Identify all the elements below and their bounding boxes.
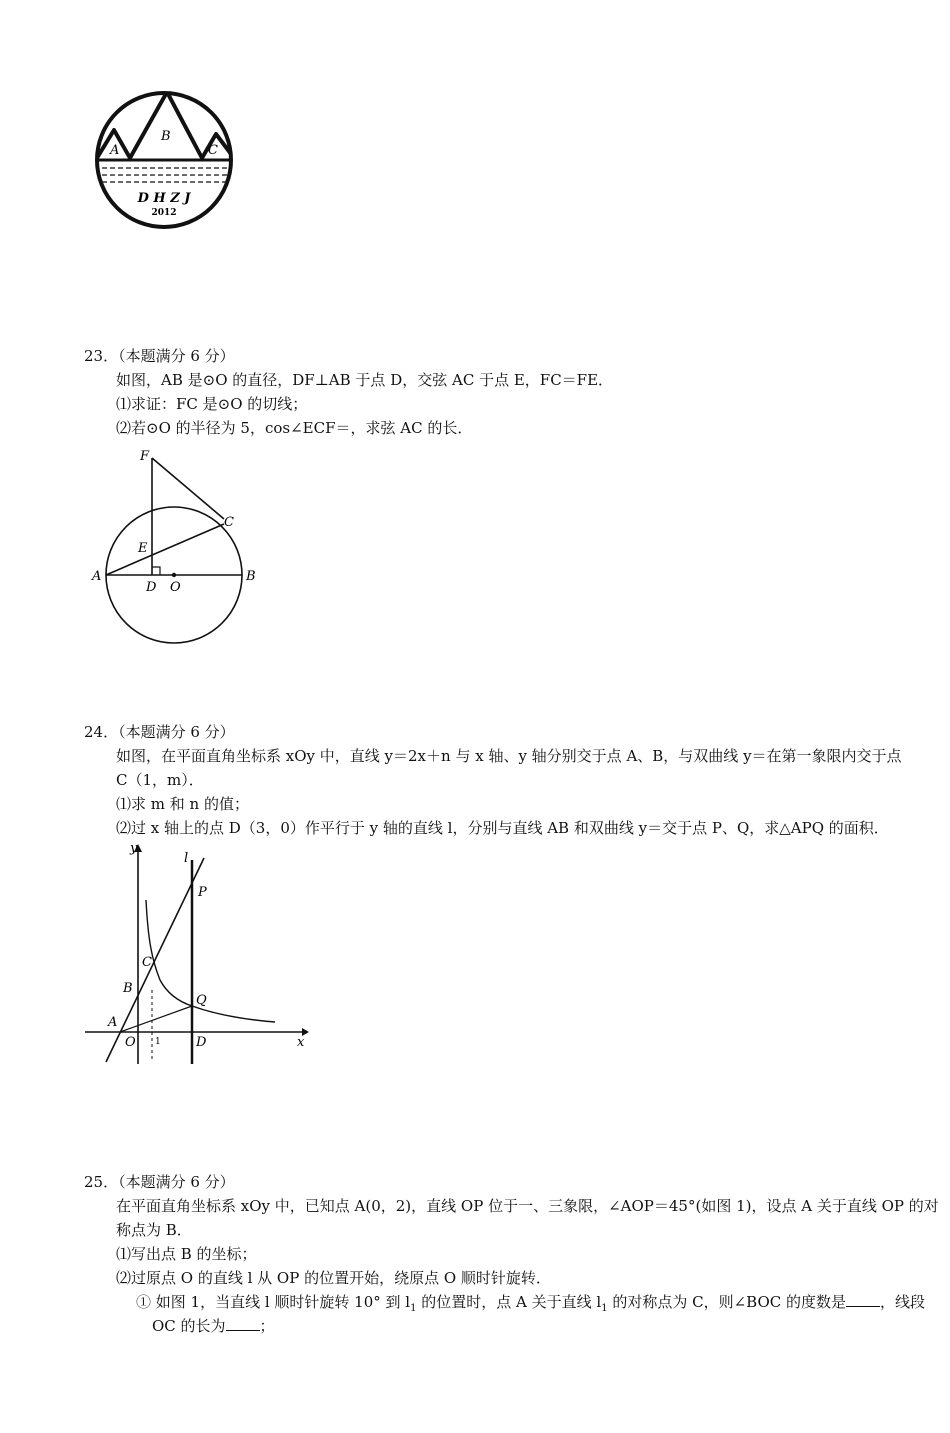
logo-drawing [92,88,237,233]
q23-label-b: B [246,569,256,584]
q24-heading [84,722,235,742]
q23-stem: 如图，AB 是⊙O 的直径，DF⊥AB 于点 D，交弦 AC 于点 E，FC＝FE． [116,371,614,389]
logo-figure [92,88,237,233]
q25-heading [84,1172,235,1192]
q25-sub1-text-d: ，线段 [880,1293,926,1311]
q24-label-y: y [130,841,138,856]
q24-label-o: O [125,1035,136,1050]
q23-part2: ⑵若⊙O 的半径为 5，cos∠ECF＝，求弦 AC 的长． [116,419,473,437]
q24-label-b: B [123,981,133,996]
q25-part2: ⑵过原点 O 的直线 l 从 OP 的位置开始，绕原点 O 顺时针旋转． [116,1269,551,1287]
q24-label-one: 1 [155,1037,161,1047]
q25-sub1-text-f: ； [259,1317,275,1335]
q25-part1: ⑴写出点 B 的坐标； [116,1245,257,1263]
q24-label-a: A [108,1015,118,1030]
q24-graph [80,840,310,1070]
q25-sub1-subscript-b: 1 [601,1303,608,1314]
logo-bottom-text: D H Z J [137,191,191,206]
q23-label-d: D [146,580,157,595]
q24-figure [80,840,310,1070]
q23-label-e: E [138,541,148,556]
q23-diagram [84,446,264,646]
q24-number: 24． [84,723,119,741]
q25-sub1-line2 [152,1316,275,1336]
q23-label-a: A [92,569,102,584]
q24-label-q: Q [196,993,207,1008]
q23-number: 23． [84,347,119,365]
q24-label-l: l [184,851,189,866]
q24-stem-line1: 如图，在平面直角坐标系 xOy 中，直线 y＝2x＋n 与 x 轴、y 轴分别交于点 A、B，与双曲线 y＝在第一象限内交于点 [116,747,902,765]
q23-points: （本题满分 6 分） [118,347,235,365]
q24-label-p: P [198,885,207,900]
q23-label-c: C [224,515,234,530]
q25-stem-line2: 称点为 B． [116,1221,192,1239]
logo-label-b: B [161,129,171,144]
q25-stem-line1: 在平面直角坐标系 xOy 中，已知点 A(0，2)，直线 OP 位于一、三象限，∠AOP＝45°(如图 1)，设点 A 关于直线 OP 的对 [116,1197,939,1215]
q24-label-c: C [142,955,152,970]
q25-sub1-text-e: OC 的长为 [152,1317,226,1335]
logo-label-c: C [208,143,218,158]
q25-sub1-line1 [136,1292,925,1319]
q23-label-o: O [170,580,181,595]
q25-number: 25． [84,1173,119,1191]
q23-label-f: F [140,449,150,464]
q24-points: （本题满分 6 分） [118,723,235,741]
q25-sub1-text-a: ① 如图 1，当直线 l 顺时针旋转 10° 到 l [136,1293,411,1311]
q25-sub1-text-b: 的位置时，点 A 关于直线 l [416,1293,602,1311]
logo-year: 2012 [151,208,177,218]
q25-blank-angle[interactable] [846,1292,880,1307]
q23-heading [84,346,235,366]
q24-label-x: x [297,1035,305,1050]
q25-blank-length[interactable] [226,1316,260,1331]
q24-part2: ⑵过 x 轴上的点 D（3，0）作平行于 y 轴的直线 l，分别与直线 AB 和双曲线 y＝交于点 P、Q，求△APQ 的面积． [116,819,889,837]
q23-figure [84,446,264,646]
q24-part1: ⑴求 m 和 n 的值； [116,795,249,813]
q23-part1: ⑴求证：FC 是⊙O 的切线； [116,395,308,413]
logo-label-a: A [110,143,120,158]
q24-label-d: D [196,1035,207,1050]
q25-sub1-subscript-a: 1 [410,1303,417,1314]
q24-stem-line2: C（1，m）． [116,771,204,789]
q25-points: （本题满分 6 分） [118,1173,235,1191]
q25-sub1-text-c: 的对称点为 C，则∠BOC 的度数是 [607,1293,847,1311]
